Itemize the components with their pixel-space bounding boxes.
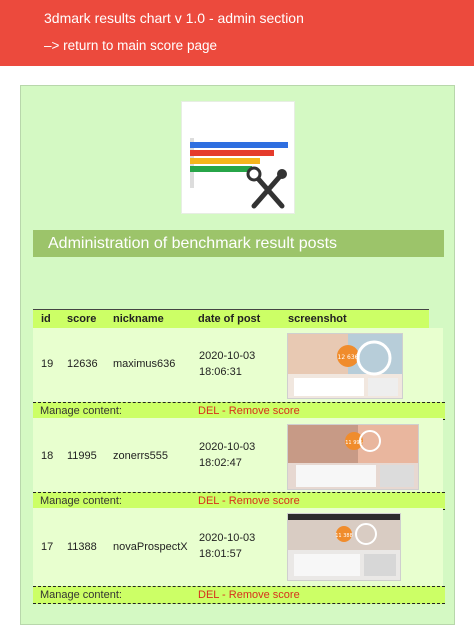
row-date: 2020-10-03 <box>199 532 256 544</box>
row-nickname: novaProspectX <box>113 541 188 553</box>
row-time: 18:01:57 <box>199 548 242 560</box>
row-time: 18:06:31 <box>199 366 242 378</box>
shot-score: 11 995 <box>345 440 363 446</box>
row-score: 12636 <box>67 358 98 370</box>
top-header <box>0 0 474 66</box>
manage-row <box>33 586 445 604</box>
row-nickname: maximus636 <box>113 358 176 370</box>
row-score: 11388 <box>67 541 97 553</box>
delete-score-link[interactable]: DEL - Remove score <box>198 405 300 417</box>
col-id: id <box>41 313 51 325</box>
row-date: 2020-10-03 <box>199 441 256 453</box>
bar-chart-tools-icon <box>182 102 294 213</box>
row-id: 19 <box>41 358 54 370</box>
col-score: score <box>67 313 97 325</box>
row-score: 11995 <box>67 450 97 462</box>
shot-score: 12 636 <box>337 354 359 361</box>
benchmark-logo <box>181 101 295 214</box>
section-title: Administration of benchmark result posts <box>33 230 444 257</box>
manage-label: Manage content: <box>40 589 122 601</box>
row-time: 18:02:47 <box>199 457 242 469</box>
row-nickname: zonerrs555 <box>113 450 169 462</box>
col-screenshot: screenshot <box>288 313 347 325</box>
row-date: 2020-10-03 <box>199 350 256 362</box>
manage-label: Manage content: <box>40 495 122 507</box>
return-main-link[interactable]: –> return to main score page <box>44 38 217 53</box>
row-id: 18 <box>41 450 54 462</box>
screenshot-thumbnail[interactable] <box>287 513 401 581</box>
screenshot-thumbnail[interactable] <box>287 424 419 490</box>
col-nickname: nickname <box>113 313 164 325</box>
row-id: 17 <box>41 541 54 553</box>
manage-label: Manage content: <box>40 405 122 417</box>
table-header <box>33 309 429 330</box>
app-title: 3dmark results chart v 1.0 - admin section <box>44 10 304 26</box>
col-date: date of post <box>198 313 261 325</box>
delete-score-link[interactable]: DEL - Remove score <box>198 495 300 507</box>
delete-score-link[interactable]: DEL - Remove score <box>198 589 300 601</box>
screenshot-thumbnail[interactable] <box>287 333 403 399</box>
shot-score: 11 388 <box>335 533 353 539</box>
